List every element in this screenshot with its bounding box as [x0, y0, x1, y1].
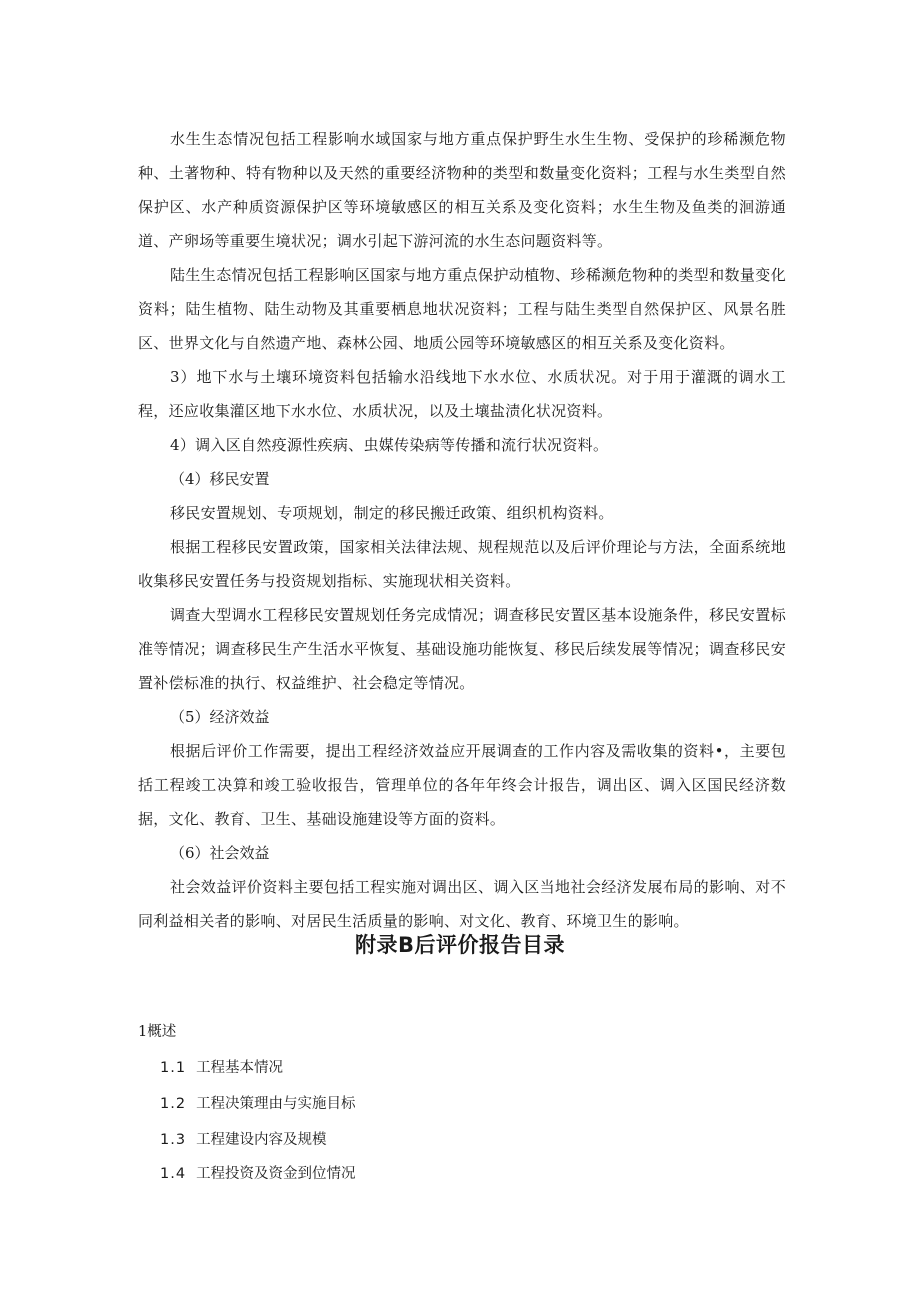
toc-item-label: 工程建设内容及规模	[196, 1132, 327, 1148]
paragraph-social-benefit: 社会效益评价资料主要包括工程实施对调出区、调入区当地社会经济发展布局的影响、对不同利益相关者的影响、对居民生活质量的影响、对文化、教育、环境卫生的影响。	[138, 878, 786, 930]
toc-item-number: 1.3	[160, 1132, 187, 1148]
toc-item	[160, 1091, 356, 1117]
paragraph-terrestrial-ecology: 陆生生态情况包括工程影响区国家与地方重点保护动植物、珍稀濒危物种的类型和数量变化资料；陆生植物、陆生动物及其重要栖息地状况资料；工程与陆生类型自然保护区、风景名胜区、世界文化与自然遗产地、森林公园、地质公园等环境敏感区的相互关系及变化资料。	[138, 266, 786, 352]
paragraph-aquatic-ecology: 水生生态情况包括工程影响水域国家与地方重点保护野生水生生物、受保护的珍稀濒危物种、土著物种、特有物种以及天然的重要经济物种的类型和数量变化资料；工程与水生类型自然保护区、水产种质资源保护区等环境敏感区的相互关系及变化资料；水生生物及鱼类的洄游通道、产卵场等重要生境状况；调水引起下游河流的水生态问题资料等。	[138, 130, 786, 250]
section-heading-economic: （5）经济效益	[170, 708, 270, 726]
toc-chapter-1: 1概述	[138, 1024, 177, 1040]
toc-item-label: 工程投资及资金到位情况	[196, 1166, 356, 1182]
toc-item	[160, 1161, 356, 1187]
toc-item-number: 1.4	[160, 1166, 187, 1182]
paragraph-economic-benefit: 根据后评价工作需要，提出工程经济效益应开展调查的工作内容及需收集的资料•，主要包括工程竣工决算和竣工验收报告，管理单位的各年年终会计报告，调出区、调入区国民经济数据，文化、教育、卫生、基础设施建设等方面的资料。	[138, 742, 786, 828]
paragraph-resettlement-plan: 移民安置规划、专项规划，制定的移民搬迁政策、组织机构资料。	[170, 504, 614, 522]
section-heading-social: （6）社会效益	[170, 844, 270, 862]
paragraph-resettlement-policy: 根据工程移民安置政策，国家相关法律法规、规程规范以及后评价理论与方法，全面系统地收集移民安置任务与投资规划指标、实施现状相关资料。	[138, 538, 786, 590]
toc-item	[160, 1127, 327, 1153]
toc-item-number: 1.1	[160, 1060, 187, 1076]
appendix-title: 附录B后评价报告目录	[354, 933, 565, 957]
paragraph-disease: 4）调入区自然疫源性疾病、虫媒传染病等传播和流行状况资料。	[170, 436, 609, 454]
section-heading-resettlement: （4）移民安置	[170, 470, 270, 488]
toc-item-label: 工程决策理由与实施目标	[196, 1096, 356, 1112]
toc-item	[160, 1055, 283, 1081]
toc-item-number: 1.2	[160, 1096, 187, 1112]
paragraph-groundwater-soil: 3）地下水与土壤环境资料包括输水沿线地下水水位、水质状况。对于用于灌溉的调水工程，还应收集灌区地下水水位、水质状况，以及土壤盐渍化状况资料。	[138, 368, 786, 420]
toc-item-label: 工程基本情况	[196, 1060, 284, 1076]
paragraph-resettlement-survey: 调查大型调水工程移民安置规划任务完成情况；调查移民安置区基本设施条件，移民安置标准等情况；调查移民生产生活水平恢复、基础设施功能恢复、移民后续发展等情况；调查移民安置补偿标准的执行、权益维护、社会稳定等情况。	[138, 606, 786, 692]
